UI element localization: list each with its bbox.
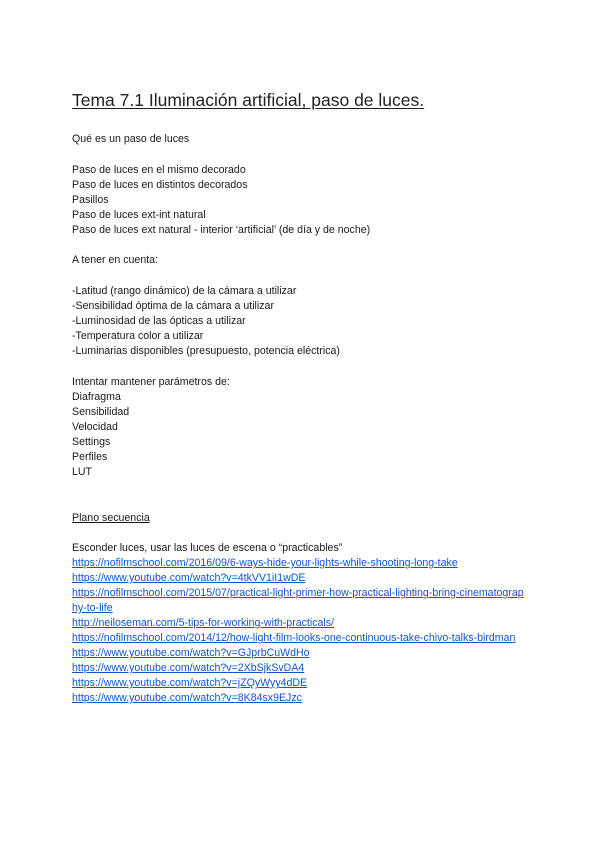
tener-heading: A tener en cuenta: — [72, 254, 158, 266]
question-section — [72, 132, 189, 147]
list-item: -Luminarias disponibles (presupuesto, potencia eléctrica) — [72, 345, 340, 357]
tener-section — [72, 253, 158, 268]
plano-section — [72, 511, 150, 526]
list-item: Paso de luces en el mismo decorado — [72, 164, 246, 176]
list-item: -Sensibilidad óptima de la cámara a utilizar — [72, 300, 274, 312]
list-item: LUT — [72, 466, 93, 478]
page-title: Tema 7.1 Iluminación artificial, paso de luces. — [72, 90, 425, 110]
list-item: Perfiles — [72, 451, 108, 463]
reference-link[interactable]: https://nofilmschool.com/2015/07/practical-light-primer-how-practical-lighting-bring-cinematography-to-life — [72, 587, 524, 614]
reference-link[interactable]: https://www.youtube.com/watch?v=GJprbCuWdHo — [72, 647, 310, 659]
params-heading: Intentar mantener parámetros de: — [72, 376, 230, 388]
section-heading: Plano secuencia — [72, 512, 150, 524]
params-section — [72, 375, 230, 480]
list-item: Diafragma — [72, 391, 121, 403]
reference-link[interactable]: http://neiloseman.com/5-tips-for-working-with-practicals/ — [72, 617, 334, 629]
reference-link[interactable]: https://nofilmschool.com/2014/12/how-light-film-looks-one-continuous-take-chivo-talks-birdman — [72, 632, 516, 644]
list-item: -Luminosidad de las ópticas a utilizar — [72, 315, 246, 327]
plano-intro: Esconder luces, usar las luces de escena o “practicables” — [72, 542, 343, 554]
list-item: Velocidad — [72, 421, 118, 433]
reference-link[interactable]: https://www.youtube.com/watch?v=8K84sx9EJzc — [72, 692, 302, 704]
tener-list — [72, 284, 340, 359]
reference-link[interactable]: https://www.youtube.com/watch?v=4tkVV1iI1wDE — [72, 572, 306, 584]
list-item: Settings — [72, 436, 111, 448]
list-item: Pasillos — [72, 194, 109, 206]
list-item: Sensibilidad — [72, 406, 130, 418]
list-item: Paso de luces en distintos decorados — [72, 179, 248, 191]
reference-link[interactable]: https://www.youtube.com/watch?v=jZQyWyy4dDE — [72, 677, 308, 689]
paso-types-list — [72, 163, 370, 238]
reference-link[interactable]: https://nofilmschool.com/2016/09/6-ways-hide-your-lights-while-shooting-long-take — [72, 557, 458, 569]
question-text: Qué es un paso de luces — [72, 133, 190, 145]
list-item: -Temperatura color a utilizar — [72, 330, 204, 342]
list-item: Paso de luces ext-int natural — [72, 209, 206, 221]
list-item: Paso de luces ext natural - interior ‘artificial’ (de día y de noche) — [72, 224, 371, 236]
reference-link[interactable]: https://www.youtube.com/watch?v=2XbSjkSvDA4 — [72, 662, 305, 674]
plano-links — [72, 541, 527, 706]
list-item: -Latitud (rango dinámico) de la cámara a utilizar — [72, 285, 297, 297]
